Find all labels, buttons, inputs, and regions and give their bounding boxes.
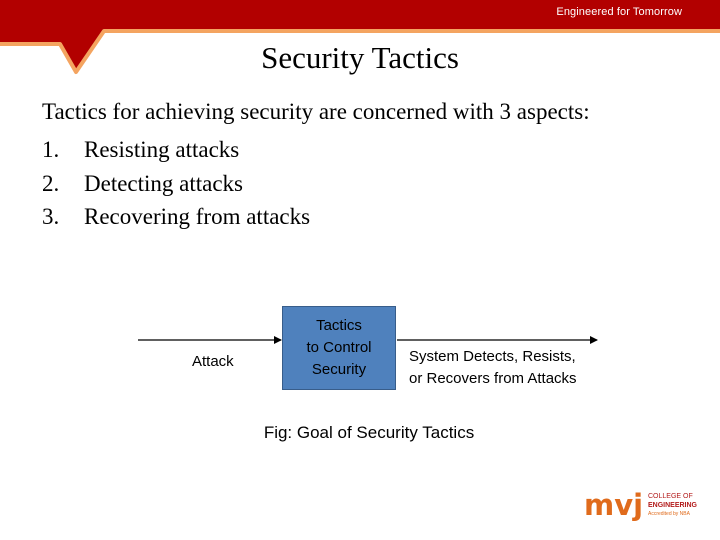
box-line: Tactics	[316, 317, 362, 334]
college-logo	[584, 488, 702, 524]
tactics-box	[282, 306, 396, 390]
slide-title: Security Tactics	[261, 40, 459, 75]
box-line: Security	[311, 361, 367, 378]
list-item-number: 3.	[42, 204, 60, 229]
figure-caption: Fig: Goal of Security Tactics	[263, 423, 475, 442]
list-item-text: Recovering from attacks	[84, 204, 311, 229]
logo-line-1: COLLEGE OF	[648, 493, 693, 500]
box-line: to Control	[306, 339, 372, 356]
list-item-text: Detecting attacks	[84, 170, 244, 196]
slide-intro: Tactics for achieving security are concerned with 3 aspects:	[42, 99, 590, 124]
list-item-number: 1.	[42, 137, 60, 162]
output-line: or Recovers from Attacks	[409, 370, 577, 387]
logo-line-3: Accredited by NBA	[648, 511, 690, 517]
input-label: Attack	[192, 353, 234, 370]
output-label	[409, 346, 577, 390]
logo-line-2: ENGINEERING	[648, 502, 698, 509]
output-line: System Detects, Resists,	[409, 348, 576, 365]
logo-mark: mvj	[584, 488, 644, 522]
list-item-number: 2.	[42, 170, 60, 196]
list-item-text: Resisting attacks	[84, 137, 240, 162]
header-tagline: Engineered for Tomorrow	[556, 6, 682, 18]
